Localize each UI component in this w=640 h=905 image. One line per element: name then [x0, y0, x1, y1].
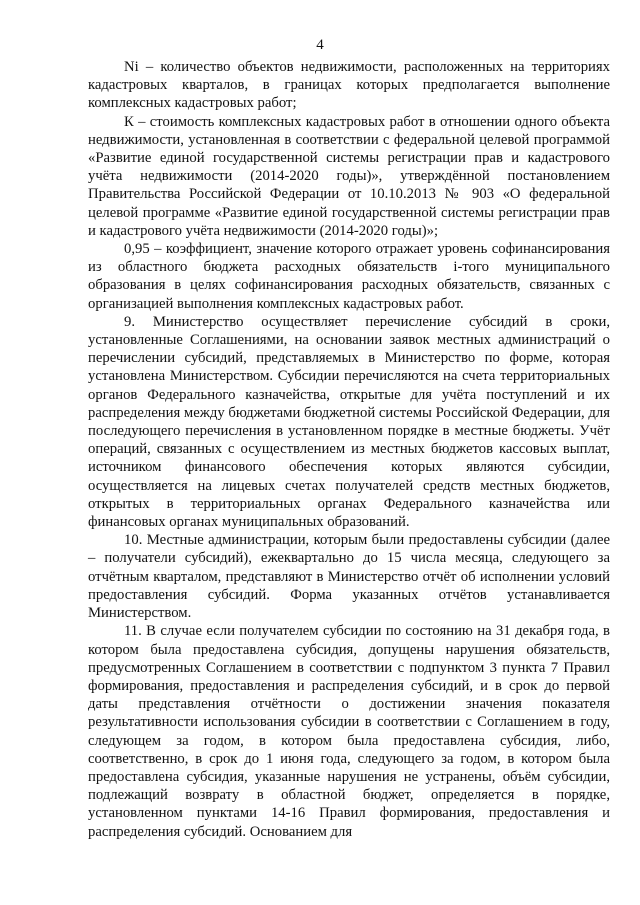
page-number: 4	[316, 37, 324, 53]
paragraph-coefficient-definition: 0,95 – коэффициент, значение которого отражает уровень софинансирования из областного бюджета расходных обязательств i-того муниципального образования в целях софинансирования расходных обязательств, связанных с организацией выполнения комплексных кадастровых работ.	[88, 241, 610, 312]
paragraph-clause-11: 11. В случае если получателем субсидии по состоянию на 31 декабря года, в котором была предоставлена субсидия, допущены нарушения обязательств, предусмотренных Соглашением в соответствии с подпунктом 3 пункта 7 Правил формирования, предоставления и распределения субсидий, и в срок до первой даты представления отчётности о достижении значения показателя результативности использования субсидии в соответствии с Соглашением в году, следующем за годом, в котором была предоставлена субсидия, либо, соответственно, в срок до 1 июня года, следующего за годом, в котором была предоставлена субсидия, указанные нарушения не устранены, объём субсидии, подлежащий возврату в областной бюджет, определяется в порядке, установленном пунктами 14-16 Правил формирования, предоставления и распределения субсидий. Основанием для	[88, 623, 610, 840]
paragraph-clause-9: 9. Министерство осуществляет перечисление субсидий в сроки, установленные Соглашениями, на основании заявок местных администраций о перечислении субсидий, представляемых в Министерство по форме, которая установлена Министерством. Субсидии перечисляются на счета территориальных органов Федерального казначейства, открытые для учёта поступлений и их распределения между бюджетами бюджетной системы Российской Федерации, для последующего перечисления в установленном порядке в местные бюджеты. Учёт операций, связанных с осуществлением из местных бюджетов кассовых выплат, источником финансового обеспечения которых являются субсидии, осуществляется на лицевых счетах получателей средств местных бюджетов, открытых в территориальных органах Федерального казначейства или финансовых органах муниципальных образований.	[88, 313, 610, 531]
paragraph-ni-definition: Ni – количество объектов недвижимости, расположенных на территориях кадастровых кварталов, в границах которых предполагается выполнение комплексных кадастровых работ;	[88, 59, 610, 112]
document-body	[88, 58, 610, 841]
paragraph-k-definition: К – стоимость комплексных кадастровых работ в отношении одного объекта недвижимости, установленная в соответствии с федеральной целевой программой «Развитие единой государственной системы регистрации прав и кадастрового учёта недвижимости (2014-2020 годы)», утверждённой постановлением Правительства Российской Федерации от 10.10.2013 № 903 «О федеральной целевой программе «Развитие единой государственной системы регистрации прав и кадастрового учёта недвижимости (2014-2020 годы)»;	[88, 113, 610, 239]
paragraph-clause-10: 10. Местные администрации, которым были предоставлены субсидии (далее – получатели субсидий), ежеквартально до 15 числа месяца, следующего за отчётным кварталом, представляют в Министерство отчёт об исполнении условий предоставления субсидий. Форма указанных отчётов устанавливается Министерством.	[88, 532, 610, 622]
